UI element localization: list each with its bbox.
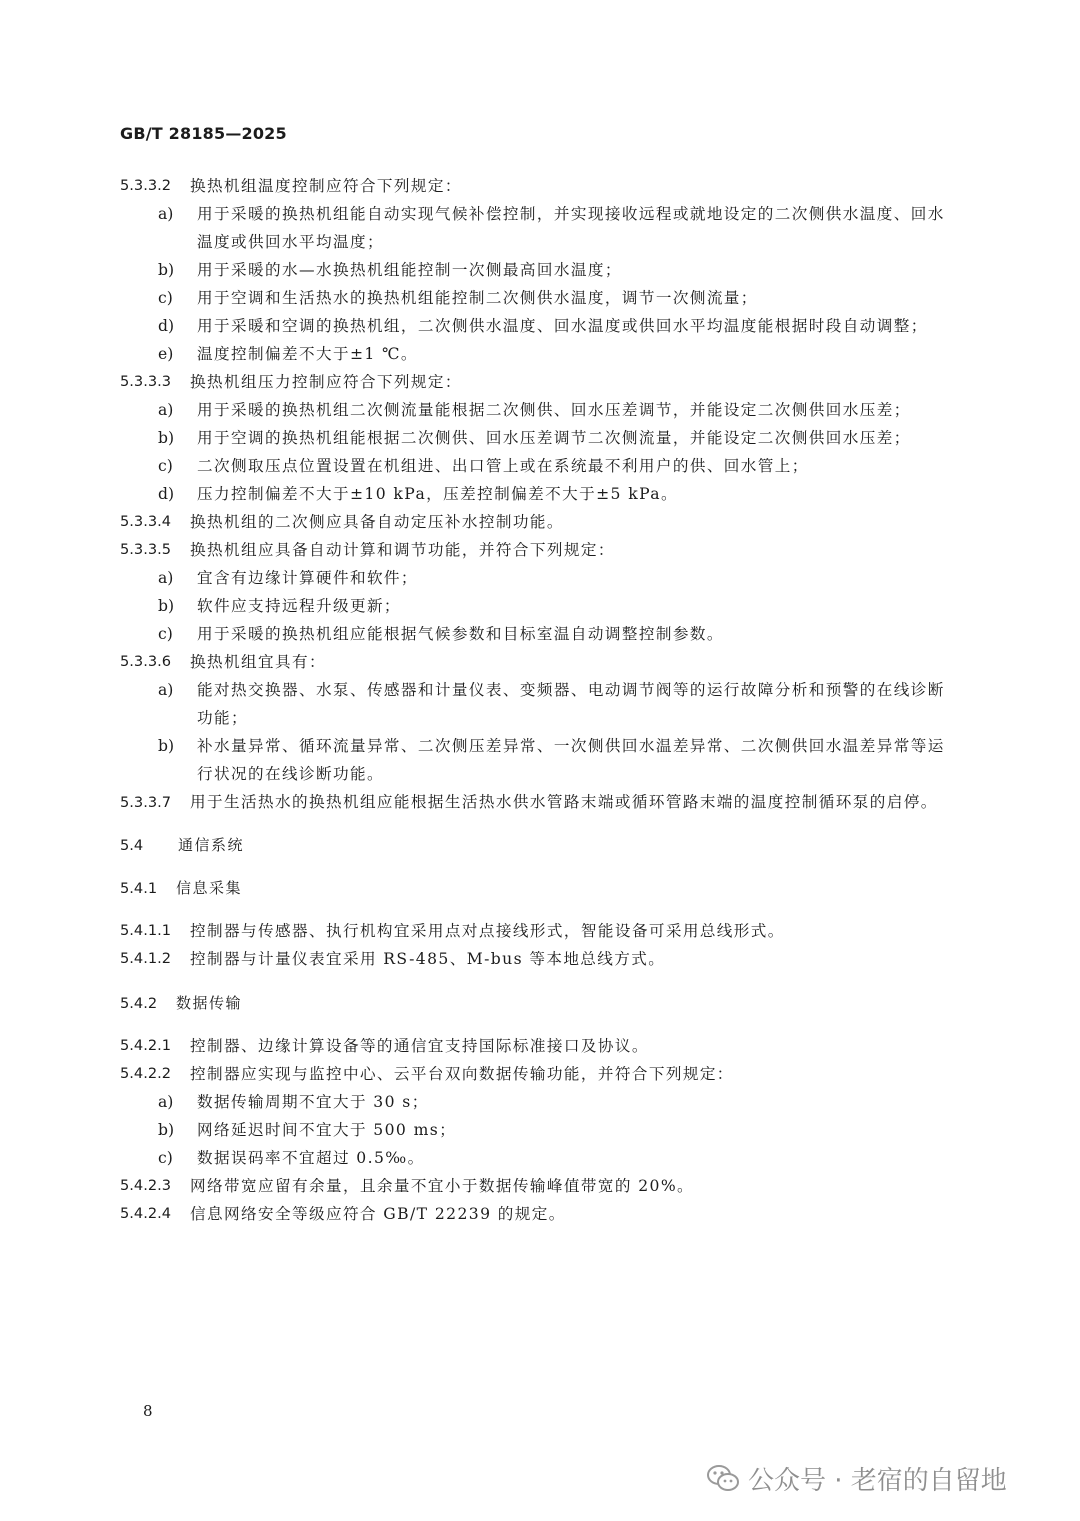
page-number: 8 bbox=[143, 1402, 153, 1420]
clause-text: 控制器应实现与监控中心、云平台双向数据传输功能，并符合下列规定： bbox=[190, 1065, 734, 1083]
watermark-text: 公众号 · 老宿的自留地 bbox=[748, 1465, 1007, 1496]
section-title: 信息采集 bbox=[176, 879, 243, 897]
document-body bbox=[120, 172, 958, 1228]
clause-number: 5.3.3.7 bbox=[120, 794, 172, 811]
list-item bbox=[120, 1144, 958, 1172]
list-item-label: b) bbox=[158, 429, 175, 447]
list-item-label: b) bbox=[158, 737, 175, 755]
list-item bbox=[120, 200, 958, 256]
clause-5-3-3-5 bbox=[120, 536, 958, 564]
section-title: 通信系统 bbox=[178, 836, 245, 854]
list-item-text: 用于采暖的换热机组能自动实现气候补偿控制，并实现接收远程或就地设定的二次侧供水温度、回水温度或供回水平均温度； bbox=[197, 205, 945, 251]
list-item-text: 温度控制偏差不大于±1 ℃。 bbox=[197, 345, 418, 363]
list-item-label: e) bbox=[158, 345, 174, 363]
list-item-text: 用于采暖的换热机组应能根据气候参数和目标室温自动调整控制参数。 bbox=[197, 625, 724, 643]
list-item bbox=[120, 424, 958, 452]
list-item-label: a) bbox=[158, 401, 174, 419]
list-item-label: a) bbox=[158, 569, 174, 587]
list-item bbox=[120, 480, 958, 508]
clause-5-3-3-4 bbox=[120, 508, 958, 536]
list-item-text: 用于空调的换热机组能根据二次侧供、回水压差调节二次侧流量，并能设定二次侧供回水压差； bbox=[197, 429, 911, 447]
clauses-5-4-2 bbox=[120, 1032, 958, 1228]
clause-number: 5.3.3.4 bbox=[120, 513, 172, 530]
clause-number: 5.3.3.3 bbox=[120, 373, 172, 390]
clause-5-3-3-6 bbox=[120, 648, 958, 676]
clause-number: 5.4.1.2 bbox=[120, 950, 172, 967]
clause-text: 换热机组压力控制应符合下列规定： bbox=[190, 373, 462, 391]
section-number: 5.4.2 bbox=[120, 995, 158, 1012]
clause-5-4-1-1 bbox=[120, 917, 958, 945]
clause-text: 换热机组宜具有： bbox=[190, 653, 326, 671]
standard-number: GB/T 28185—2025 bbox=[120, 124, 287, 143]
list-item-label: c) bbox=[158, 289, 173, 307]
clauses-5-3-3 bbox=[120, 172, 958, 817]
list-item-label: b) bbox=[158, 1121, 175, 1139]
list-item bbox=[120, 1088, 958, 1116]
clause-5-4-2-3 bbox=[120, 1172, 958, 1200]
list-item-text: 用于采暖的水—水换热机组能控制一次侧最高回水温度； bbox=[197, 261, 622, 279]
clause-5-4-2-1 bbox=[120, 1032, 958, 1060]
clause-5-3-3-2 bbox=[120, 172, 958, 200]
list-item bbox=[120, 620, 958, 648]
clause-text: 网络带宽应留有余量，且余量不宜小于数据传输峰值带宽的 20%。 bbox=[190, 1177, 695, 1195]
clause-number: 5.4.2.1 bbox=[120, 1037, 172, 1054]
list-item-text: 数据传输周期不宜大于 30 s； bbox=[197, 1093, 429, 1111]
clause-text: 控制器与传感器、执行机构宜采用点对点接线形式，智能设备可采用总线形式。 bbox=[190, 922, 785, 940]
section-number: 5.4 bbox=[120, 837, 144, 854]
clause-number: 5.3.3.5 bbox=[120, 541, 172, 558]
wechat-icon bbox=[706, 1463, 740, 1493]
list-item-text: 能对热交换器、水泵、传感器和计量仪表、变频器、电动调节阀等的运行故障分析和预警的在线诊断功能； bbox=[197, 681, 945, 727]
clause-text: 换热机组的二次侧应具备自动定压补水控制功能。 bbox=[190, 513, 564, 531]
clause-5-3-3-7 bbox=[120, 788, 958, 817]
list-item-label: b) bbox=[158, 597, 175, 615]
list-item bbox=[120, 732, 958, 788]
list-item bbox=[120, 1116, 958, 1144]
list-item-label: a) bbox=[158, 1093, 174, 1111]
list-item-label: c) bbox=[158, 625, 173, 643]
list-item-text: 软件应支持远程升级更新； bbox=[197, 597, 401, 615]
clause-number: 5.4.2.2 bbox=[120, 1065, 172, 1082]
list-item-text: 补水量异常、循环流量异常、二次侧压差异常、一次侧供回水温差异常、二次侧供回水温差异常等运行状况的在线诊断功能。 bbox=[197, 737, 945, 783]
section-heading-5-4 bbox=[120, 831, 958, 860]
clause-number: 5.4.2.4 bbox=[120, 1205, 172, 1222]
list-item bbox=[120, 340, 958, 368]
clause-text: 用于生活热水的换热机组应能根据生活热水供水管路末端或循环管路末端的温度控制循环泵的启停。 bbox=[190, 793, 938, 811]
list-item bbox=[120, 676, 958, 732]
list-item-text: 网络延迟时间不宜大于 500 ms； bbox=[197, 1121, 457, 1139]
clause-text: 换热机组温度控制应符合下列规定： bbox=[190, 177, 462, 195]
list-item-label: d) bbox=[158, 485, 175, 503]
clause-number: 5.3.3.6 bbox=[120, 653, 172, 670]
list-item bbox=[120, 564, 958, 592]
section-heading-5-4-2 bbox=[120, 989, 958, 1018]
clauses-5-4-1 bbox=[120, 917, 958, 973]
list-item bbox=[120, 256, 958, 284]
clause-5-3-3-3 bbox=[120, 368, 958, 396]
section-number: 5.4.1 bbox=[120, 880, 158, 897]
list-item bbox=[120, 284, 958, 312]
list-item bbox=[120, 452, 958, 480]
list-item-label: b) bbox=[158, 261, 175, 279]
list-item-label: a) bbox=[158, 681, 174, 699]
list-item-text: 二次侧取压点位置设置在机组进、出口管上或在系统最不利用户的供、回水管上； bbox=[197, 457, 809, 475]
clause-5-4-2-2 bbox=[120, 1060, 958, 1088]
clause-5-4-1-2 bbox=[120, 945, 958, 973]
watermark bbox=[706, 1458, 1007, 1498]
clause-text: 换热机组应具备自动计算和调节功能，并符合下列规定： bbox=[190, 541, 615, 559]
clause-text: 控制器与计量仪表宜采用 RS-485、M-bus 等本地总线方式。 bbox=[190, 950, 666, 968]
list-item-label: d) bbox=[158, 317, 175, 335]
list-item-text: 用于采暖和空调的换热机组，二次侧供水温度、回水温度或供回水平均温度能根据时段自动调整； bbox=[197, 317, 928, 335]
list-item-text: 用于空调和生活热水的换热机组能控制二次侧供水温度，调节一次侧流量； bbox=[197, 289, 758, 307]
clause-text: 信息网络安全等级应符合 GB/T 22239 的规定。 bbox=[190, 1205, 566, 1223]
spacer bbox=[120, 973, 958, 989]
list-item-text: 宜含有边缘计算硬件和软件； bbox=[197, 569, 418, 587]
section-title: 数据传输 bbox=[176, 994, 243, 1012]
list-item bbox=[120, 396, 958, 424]
list-item-text: 数据误码率不宜超过 0.5‰。 bbox=[197, 1149, 425, 1167]
clause-number: 5.4.2.3 bbox=[120, 1177, 172, 1194]
list-item-text: 压力控制偏差不大于±10 kPa，压差控制偏差不大于±5 kPa。 bbox=[197, 485, 678, 503]
list-item-label: c) bbox=[158, 457, 173, 475]
list-item-text: 用于采暖的换热机组二次侧流量能根据二次侧供、回水压差调节，并能设定二次侧供回水压差； bbox=[197, 401, 911, 419]
list-item bbox=[120, 312, 958, 340]
clause-5-4-2-4 bbox=[120, 1200, 958, 1228]
clause-text: 控制器、边缘计算设备等的通信宜支持国际标准接口及协议。 bbox=[190, 1037, 649, 1055]
list-item-label: c) bbox=[158, 1149, 173, 1167]
clause-number: 5.4.1.1 bbox=[120, 922, 172, 939]
list-item bbox=[120, 592, 958, 620]
section-heading-5-4-1 bbox=[120, 874, 958, 903]
clause-number: 5.3.3.2 bbox=[120, 177, 172, 194]
list-item-label: a) bbox=[158, 205, 174, 223]
